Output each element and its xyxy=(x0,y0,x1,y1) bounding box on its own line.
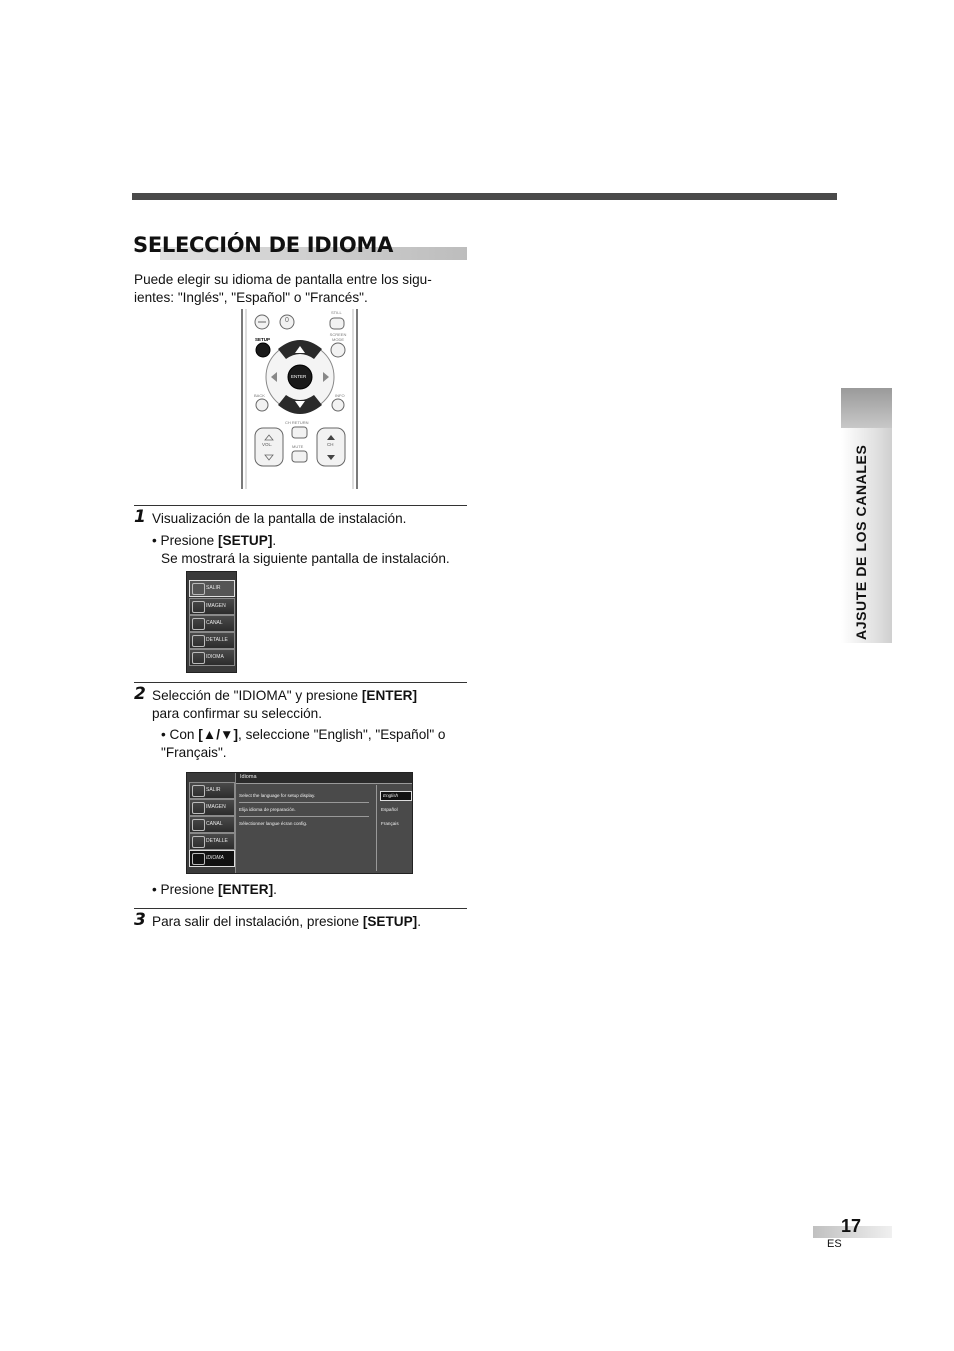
setup-menu-2 xyxy=(186,772,413,874)
dialog-header xyxy=(236,773,412,784)
step3-suffix: . xyxy=(417,914,421,929)
remote-control-illustration xyxy=(241,309,358,489)
step2-rule xyxy=(134,682,467,683)
step2-text-a-span: Selección de "IDIOMA" y presione xyxy=(152,688,362,703)
step2-key-a: [ENTER] xyxy=(361,688,418,703)
channel-icon xyxy=(192,618,205,630)
option-francais[interactable]: Français xyxy=(381,821,399,826)
step2-bullet-suffix: , seleccione "English", "Español" o xyxy=(238,727,446,742)
language-icon xyxy=(192,853,205,865)
step2-press xyxy=(152,881,277,899)
picture-icon xyxy=(192,601,205,613)
menu1-item-canal: CANAL xyxy=(189,615,235,632)
step2-press-prefix: • Presione xyxy=(152,882,218,897)
page-number: 17 xyxy=(841,1216,862,1236)
exit-icon xyxy=(192,583,205,595)
side-tab-top xyxy=(841,388,892,428)
step2-bullet xyxy=(161,726,445,744)
intro-line-1: Puede elegir su idioma de pantalla entre los sigu- xyxy=(134,272,432,287)
option-english[interactable] xyxy=(380,791,412,801)
section-title: SELECCIÓN DE IDIOMA xyxy=(133,233,394,257)
menu2-item-idioma: IDIOMA xyxy=(189,850,235,867)
step3-text xyxy=(152,913,421,931)
language-dialog xyxy=(235,773,412,873)
page-language: ES xyxy=(827,1238,842,1250)
setup-label: SETUP xyxy=(255,337,271,342)
language-icon xyxy=(192,652,205,664)
step2-text-a xyxy=(152,687,417,705)
dialog-line-1: Select the language for setup display. xyxy=(239,793,316,798)
exit-icon xyxy=(192,785,205,797)
back-label: BACK xyxy=(254,393,265,398)
step3-number: 3 xyxy=(134,910,146,930)
screen-mode-label: SCREEN MODE xyxy=(329,332,347,342)
ch-label: CH xyxy=(327,442,334,447)
detail-icon xyxy=(192,635,205,647)
menu2-item-salir: SALIR xyxy=(189,782,235,799)
menu1-item-imagen: IMAGEN xyxy=(189,598,235,615)
step1-rule xyxy=(134,505,467,506)
dialog-column-divider xyxy=(376,785,377,871)
step1-bullet-prefix: • Presione xyxy=(152,533,218,548)
step1-number: 1 xyxy=(134,507,146,527)
step3-text-span: Para salir del instalación, presione xyxy=(152,914,363,929)
step3-key: [SETUP] xyxy=(362,914,418,929)
intro-text xyxy=(134,271,469,307)
step3-rule xyxy=(134,908,467,909)
side-tab-label: AJSUTE DE LOS CANALES xyxy=(853,444,869,640)
step1-bullet-key: [SETUP] xyxy=(217,533,273,548)
menu1-item-salir: SALIR xyxy=(189,580,235,597)
dialog-header-text: Idioma xyxy=(240,774,257,780)
dialog-line-2: Elija idioma de preparación. xyxy=(239,807,296,812)
step2-press-key: [ENTER] xyxy=(217,882,274,897)
step1-text: Visualización de la pantalla de instalación. xyxy=(152,511,407,526)
setup-menu-1 xyxy=(186,571,237,673)
menu1-item-detalle: DETALLE xyxy=(189,632,235,649)
info-label: INFO xyxy=(335,393,345,398)
intro-line-2: ientes: "Inglés", "Español" o "Francés". xyxy=(134,290,368,305)
dialog-divider-2 xyxy=(239,816,369,817)
dialog-divider-1 xyxy=(239,802,369,803)
step2-text-b: para confirmar su selección. xyxy=(152,706,322,721)
step1-bullet-suffix: . xyxy=(272,533,277,548)
zero-label: 0 xyxy=(285,317,289,324)
menu2-item-canal: CANAL xyxy=(189,816,235,833)
step1-line2: Se mostrará la siguiente pantalla de instalación. xyxy=(161,551,450,566)
ch-return-label: CH RETURN xyxy=(285,420,309,425)
menu2-item-detalle: DETALLE xyxy=(189,833,235,850)
mute-label: MUTE xyxy=(292,444,304,449)
vol-label: VOL. xyxy=(262,442,273,447)
channel-icon xyxy=(192,819,205,831)
step1-bullet xyxy=(152,532,276,550)
enter-label: ENTER xyxy=(291,374,307,379)
top-rule xyxy=(132,193,837,200)
step2-press-suffix: . xyxy=(273,882,277,897)
detail-icon xyxy=(192,836,205,848)
step2-bullet-prefix: • Con xyxy=(161,727,199,742)
dialog-line-3: Sélectionner langue écran config. xyxy=(239,821,308,826)
picture-icon xyxy=(192,802,205,814)
step2-number: 2 xyxy=(134,684,146,704)
menu1-item-idioma: IDIOMA xyxy=(189,649,235,666)
step2-bullet-line2: "Français". xyxy=(161,745,227,760)
option-espanol[interactable]: Español xyxy=(381,807,398,812)
step2-bullet-key: [▲/▼] xyxy=(198,727,239,742)
still-label: STILL xyxy=(331,310,342,315)
menu2-item-imagen: IMAGEN xyxy=(189,799,235,816)
option-english-label: English xyxy=(383,793,399,798)
